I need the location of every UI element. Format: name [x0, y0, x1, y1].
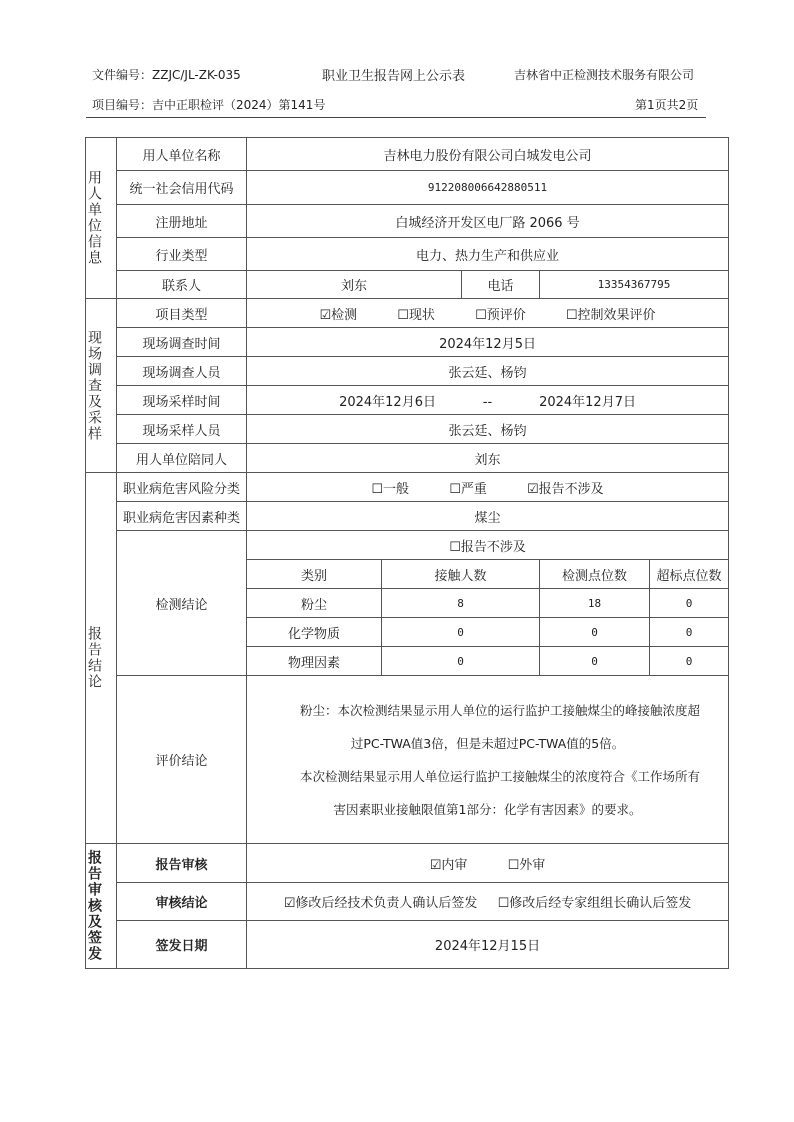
value-sampling-time: [247, 386, 729, 415]
section-review: 报告审核及签发: [86, 844, 117, 969]
value-credit-code: 912208006642880511: [247, 171, 729, 205]
label-issue-date: 签发日期: [117, 921, 247, 969]
document-title: 职业卫生报告网上公示表: [322, 69, 466, 84]
cell-exceed: 0: [650, 647, 729, 676]
label-survey-time: 现场调查时间: [117, 328, 247, 357]
cell-category: 化学物质: [247, 618, 382, 647]
cell-points: 18: [540, 589, 650, 618]
checkbox-status[interactable]: ☐现状: [397, 307, 435, 323]
label-audit: 报告审核: [117, 844, 247, 883]
project-type-options: [247, 299, 729, 328]
sampling-end: 2024年12月7日: [539, 394, 636, 410]
col-header-category: 类别: [247, 560, 382, 589]
label-detection-conclusion: 检测结论: [117, 531, 247, 676]
checkbox-tech-lead-approve[interactable]: ☑修改后经技术负责人确认后签发: [283, 896, 478, 911]
value-escort: 刘东: [247, 444, 729, 473]
file-number: 文件编号：ZZJC/JL-ZK-035: [92, 68, 241, 82]
checkbox-internal-audit[interactable]: ☑内审: [429, 857, 468, 873]
cell-points: 0: [540, 618, 650, 647]
project-number: 项目编号：吉中正职检评（2024）第141号: [92, 98, 326, 112]
label-risk-class: 职业病危害风险分类: [117, 473, 247, 502]
cell-category: 物理因素: [247, 647, 382, 676]
evaluation-paragraph: 本次检测结果显示用人单位运行监护工接触煤尘的浓度符合《工作场所有: [300, 768, 701, 784]
cell-exposed: 8: [382, 589, 540, 618]
section-employer: 用人单位信息: [86, 138, 117, 299]
company-name: 吉林省中正检测技术服务有限公司: [514, 68, 695, 82]
evaluation-paragraph-cont: 过PC-TWA值3倍，但是未超过PC-TWA值的5倍。: [350, 735, 625, 751]
audit-result-options: [247, 883, 729, 921]
value-surveyors: 张云廷、杨钧: [247, 357, 729, 386]
label-escort: 用人单位陪同人: [117, 444, 247, 473]
value-issue-date: 2024年12月15日: [247, 921, 729, 969]
cell-exceed: 0: [650, 589, 729, 618]
audit-options: [247, 844, 729, 883]
checkbox-detection[interactable]: ☑检测: [319, 307, 358, 323]
col-header-exposed: 接触人数: [382, 560, 540, 589]
evaluation-text: [247, 676, 729, 844]
label-factor-type: 职业病危害因素种类: [117, 502, 247, 531]
value-survey-time: 2024年12月5日: [247, 328, 729, 357]
section-conclusion: 报告结论: [86, 473, 117, 844]
cell-points: 0: [540, 647, 650, 676]
value-contact: 刘东: [247, 271, 462, 299]
cell-exposed: 0: [382, 647, 540, 676]
checkbox-detection-not-involved[interactable]: ☐报告不涉及: [247, 531, 729, 560]
label-surveyors: 现场调查人员: [117, 357, 247, 386]
sampling-separator: --: [482, 394, 493, 410]
cell-exceed: 0: [650, 618, 729, 647]
label-samplers: 现场采样人员: [117, 415, 247, 444]
checkbox-external-audit[interactable]: ☐外审: [507, 857, 546, 873]
value-factor-type: 煤尘: [247, 502, 729, 531]
checkbox-expert-lead-approve[interactable]: ☐修改后经专家组组长确认后签发: [497, 896, 692, 911]
col-header-points: 检测点位数: [540, 560, 650, 589]
evaluation-paragraph-cont: 害因素职业接触限值第1部分：化学有害因素》的要求。: [333, 801, 642, 817]
cell-exposed: 0: [382, 618, 540, 647]
label-project-type: 项目类型: [117, 299, 247, 328]
checkbox-pre-evaluation[interactable]: ☐预评价: [475, 307, 526, 323]
label-address: 注册地址: [117, 205, 247, 238]
label-sampling-time: 现场采样时间: [117, 386, 247, 415]
cell-category: 粉尘: [247, 589, 382, 618]
header-rule: [86, 117, 706, 118]
checkbox-risk-not-involved[interactable]: ☑报告不涉及: [526, 481, 604, 497]
checkbox-risk-severe[interactable]: ☐严重: [449, 481, 487, 497]
label-audit-result: 审核结论: [117, 883, 247, 921]
risk-class-options: [247, 473, 729, 502]
value-industry: 电力、热力生产和供应业: [247, 238, 729, 271]
label-phone: 电话: [462, 271, 540, 299]
value-phone: 13354367795: [540, 271, 729, 299]
label-contact: 联系人: [117, 271, 247, 299]
checkbox-control-evaluation[interactable]: ☐控制效果评价: [565, 307, 656, 323]
checkbox-risk-general[interactable]: ☐一般: [371, 481, 410, 497]
value-employer-name: 吉林电力股份有限公司白城发电公司: [247, 138, 729, 171]
sampling-start: 2024年12月6日: [339, 394, 436, 410]
value-samplers: 张云廷、杨钧: [247, 415, 729, 444]
label-evaluation-conclusion: 评价结论: [117, 676, 247, 844]
value-address: 白城经济开发区电厂路 2066 号: [247, 205, 729, 238]
label-employer-name: 用人单位名称: [117, 138, 247, 171]
disclosure-form: [85, 137, 729, 969]
evaluation-paragraph: 粉尘：本次检测结果显示用人单位的运行监护工接触煤尘的峰接触浓度超: [300, 702, 701, 718]
section-survey: 现场调查及采样: [86, 299, 117, 473]
label-credit-code: 统一社会信用代码: [117, 171, 247, 205]
col-header-exceed: 超标点位数: [650, 560, 729, 589]
page-number: 第1页共2页: [635, 98, 699, 112]
label-industry: 行业类型: [117, 238, 247, 271]
